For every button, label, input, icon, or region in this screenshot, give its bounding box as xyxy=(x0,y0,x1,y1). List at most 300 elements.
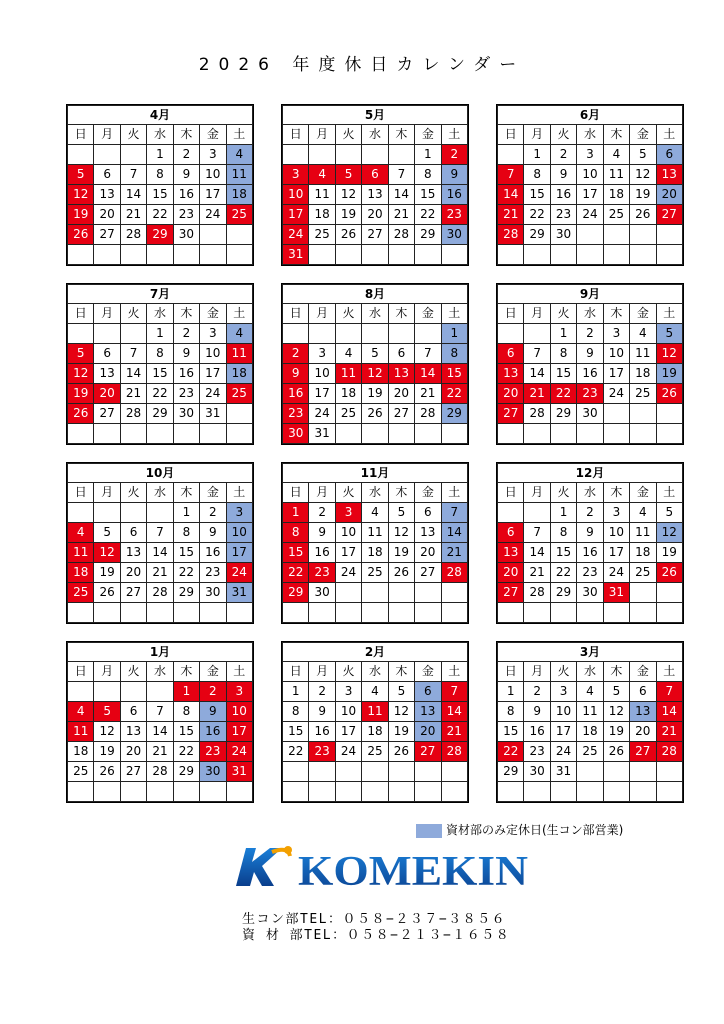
day-cell: 21 xyxy=(120,205,146,225)
empty-cell xyxy=(362,145,388,165)
weekday-header: 金 xyxy=(415,125,441,145)
day-cell: 16 xyxy=(200,722,226,742)
day-cell: 10 xyxy=(603,344,629,364)
day-cell: 26 xyxy=(388,563,414,583)
day-cell: 23 xyxy=(309,563,335,583)
weekday-header: 木 xyxy=(603,662,629,682)
day-cell: 2 xyxy=(173,145,199,165)
empty-cell xyxy=(498,603,524,623)
empty-cell xyxy=(656,762,682,782)
day-cell: 9 xyxy=(283,364,309,384)
month-calendar xyxy=(66,283,254,445)
day-cell: 13 xyxy=(630,702,656,722)
day-cell: 27 xyxy=(415,742,441,762)
day-cell: 25 xyxy=(335,404,361,424)
day-cell: 17 xyxy=(335,722,361,742)
day-cell: 17 xyxy=(603,364,629,384)
day-cell: 13 xyxy=(415,702,441,722)
day-cell: 6 xyxy=(120,702,146,722)
empty-cell xyxy=(173,782,199,802)
month-calendar xyxy=(281,462,469,624)
empty-cell xyxy=(120,782,146,802)
day-cell: 3 xyxy=(226,682,252,702)
day-cell: 8 xyxy=(147,344,173,364)
day-cell: 1 xyxy=(498,682,524,702)
day-cell: 31 xyxy=(550,762,576,782)
day-cell: 10 xyxy=(283,185,309,205)
logo-wordmark: KOMEKIN xyxy=(298,849,528,892)
weekday-header: 土 xyxy=(656,304,682,324)
empty-cell xyxy=(147,603,173,623)
day-cell: 23 xyxy=(441,205,467,225)
day-cell: 24 xyxy=(577,205,603,225)
day-cell: 30 xyxy=(577,404,603,424)
empty-cell xyxy=(441,583,467,603)
day-cell: 28 xyxy=(147,583,173,603)
day-cell: 9 xyxy=(200,702,226,722)
day-cell: 25 xyxy=(630,563,656,583)
weekday-header: 金 xyxy=(630,483,656,503)
weekday-header: 金 xyxy=(630,304,656,324)
empty-cell xyxy=(630,245,656,265)
day-cell: 5 xyxy=(94,523,120,543)
day-cell: 5 xyxy=(388,682,414,702)
day-cell: 16 xyxy=(577,364,603,384)
day-cell: 21 xyxy=(120,384,146,404)
empty-cell xyxy=(68,324,94,344)
day-cell: 21 xyxy=(147,742,173,762)
day-cell: 24 xyxy=(335,742,361,762)
empty-cell xyxy=(94,603,120,623)
day-cell: 4 xyxy=(630,324,656,344)
day-cell: 28 xyxy=(498,225,524,245)
day-cell: 7 xyxy=(120,344,146,364)
day-cell: 10 xyxy=(577,165,603,185)
weekday-header: 土 xyxy=(656,662,682,682)
day-cell: 27 xyxy=(498,583,524,603)
empty-cell xyxy=(120,603,146,623)
weekday-header: 木 xyxy=(388,483,414,503)
empty-cell xyxy=(362,245,388,265)
day-cell: 13 xyxy=(120,543,146,563)
day-cell: 18 xyxy=(335,384,361,404)
day-cell: 15 xyxy=(173,722,199,742)
day-cell: 15 xyxy=(415,185,441,205)
day-cell: 25 xyxy=(603,205,629,225)
day-cell: 29 xyxy=(415,225,441,245)
weekday-header: 金 xyxy=(415,304,441,324)
legend-swatch-blue xyxy=(416,824,442,838)
day-cell: 11 xyxy=(603,165,629,185)
day-cell: 18 xyxy=(577,722,603,742)
day-cell: 6 xyxy=(415,503,441,523)
day-cell: 12 xyxy=(630,165,656,185)
day-cell: 2 xyxy=(577,503,603,523)
day-cell: 28 xyxy=(441,742,467,762)
day-cell: 17 xyxy=(226,722,252,742)
empty-cell xyxy=(120,503,146,523)
weekday-header: 日 xyxy=(283,662,309,682)
empty-cell xyxy=(656,603,682,623)
day-cell: 14 xyxy=(388,185,414,205)
day-cell: 6 xyxy=(415,682,441,702)
empty-cell xyxy=(524,782,550,802)
weekday-header: 水 xyxy=(577,125,603,145)
day-cell: 11 xyxy=(362,702,388,722)
page-title: 2026 年度休日カレンダー xyxy=(198,55,526,75)
empty-cell xyxy=(656,424,682,444)
day-cell: 19 xyxy=(388,543,414,563)
empty-cell xyxy=(362,762,388,782)
weekday-header: 金 xyxy=(200,662,226,682)
empty-cell xyxy=(120,324,146,344)
day-cell: 3 xyxy=(309,344,335,364)
empty-cell xyxy=(415,782,441,802)
day-cell: 8 xyxy=(283,523,309,543)
day-cell: 11 xyxy=(630,344,656,364)
day-cell: 20 xyxy=(498,384,524,404)
day-cell: 28 xyxy=(388,225,414,245)
empty-cell xyxy=(630,583,656,603)
empty-cell xyxy=(283,782,309,802)
month-name: 4月 xyxy=(68,106,253,125)
day-cell: 8 xyxy=(173,702,199,722)
day-cell: 12 xyxy=(94,543,120,563)
empty-cell xyxy=(68,682,94,702)
weekday-header: 火 xyxy=(120,662,146,682)
day-cell: 8 xyxy=(550,523,576,543)
day-cell: 4 xyxy=(309,165,335,185)
day-cell: 17 xyxy=(200,364,226,384)
day-cell: 1 xyxy=(147,145,173,165)
weekday-header: 木 xyxy=(173,483,199,503)
empty-cell xyxy=(656,404,682,424)
day-cell: 24 xyxy=(226,563,252,583)
day-cell: 28 xyxy=(524,583,550,603)
day-cell: 31 xyxy=(226,583,252,603)
day-cell: 24 xyxy=(550,742,576,762)
day-cell: 21 xyxy=(524,384,550,404)
day-cell: 3 xyxy=(226,503,252,523)
day-cell: 22 xyxy=(173,563,199,583)
weekday-header: 木 xyxy=(603,125,629,145)
empty-cell xyxy=(577,424,603,444)
day-cell: 29 xyxy=(147,225,173,245)
empty-cell xyxy=(362,603,388,623)
day-cell: 19 xyxy=(94,742,120,762)
empty-cell xyxy=(415,424,441,444)
day-cell: 7 xyxy=(498,165,524,185)
month-calendar xyxy=(66,104,254,266)
day-cell: 29 xyxy=(283,583,309,603)
day-cell: 15 xyxy=(147,185,173,205)
weekday-header: 木 xyxy=(603,483,629,503)
day-cell: 27 xyxy=(94,404,120,424)
weekday-header: 月 xyxy=(94,662,120,682)
empty-cell xyxy=(498,324,524,344)
day-cell: 20 xyxy=(120,563,146,583)
day-cell: 30 xyxy=(524,762,550,782)
day-cell: 4 xyxy=(68,523,94,543)
day-cell: 25 xyxy=(362,742,388,762)
empty-cell xyxy=(630,603,656,623)
empty-cell xyxy=(120,682,146,702)
day-cell: 4 xyxy=(630,503,656,523)
month-calendar xyxy=(281,104,469,266)
day-cell: 4 xyxy=(226,145,252,165)
day-cell: 19 xyxy=(68,205,94,225)
day-cell: 20 xyxy=(362,205,388,225)
weekday-header: 月 xyxy=(524,662,550,682)
day-cell: 6 xyxy=(630,682,656,702)
day-cell: 20 xyxy=(415,543,441,563)
day-cell: 16 xyxy=(200,543,226,563)
month-name: 3月 xyxy=(498,643,683,662)
day-cell: 7 xyxy=(147,702,173,722)
day-cell: 23 xyxy=(577,384,603,404)
empty-cell xyxy=(603,603,629,623)
day-cell: 29 xyxy=(550,583,576,603)
contact-block xyxy=(242,912,510,944)
day-cell: 7 xyxy=(120,165,146,185)
month-calendar xyxy=(496,104,684,266)
empty-cell xyxy=(335,245,361,265)
empty-cell xyxy=(120,245,146,265)
logo-mark-icon xyxy=(236,848,282,886)
empty-cell xyxy=(550,782,576,802)
day-cell: 17 xyxy=(226,543,252,563)
day-cell: 30 xyxy=(173,404,199,424)
month-name: 2月 xyxy=(283,643,468,662)
day-cell: 18 xyxy=(603,185,629,205)
day-cell: 14 xyxy=(441,702,467,722)
month-calendar xyxy=(496,462,684,624)
day-cell: 12 xyxy=(656,344,682,364)
day-cell: 19 xyxy=(388,722,414,742)
empty-cell xyxy=(94,245,120,265)
day-cell: 28 xyxy=(524,404,550,424)
weekday-header: 土 xyxy=(656,483,682,503)
day-cell: 8 xyxy=(283,702,309,722)
day-cell: 25 xyxy=(309,225,335,245)
empty-cell xyxy=(656,782,682,802)
empty-cell xyxy=(335,324,361,344)
weekday-header: 月 xyxy=(309,125,335,145)
day-cell: 28 xyxy=(120,404,146,424)
weekday-header: 火 xyxy=(120,304,146,324)
empty-cell xyxy=(524,503,550,523)
day-cell: 23 xyxy=(200,563,226,583)
weekday-header: 土 xyxy=(226,662,252,682)
empty-cell xyxy=(630,762,656,782)
day-cell: 5 xyxy=(603,682,629,702)
weekday-header: 水 xyxy=(362,304,388,324)
day-cell: 22 xyxy=(550,563,576,583)
day-cell: 26 xyxy=(68,404,94,424)
day-cell: 14 xyxy=(120,364,146,384)
weekday-header: 日 xyxy=(498,483,524,503)
day-cell: 15 xyxy=(283,722,309,742)
day-cell: 2 xyxy=(577,324,603,344)
day-cell: 11 xyxy=(335,364,361,384)
day-cell: 12 xyxy=(94,722,120,742)
day-cell: 9 xyxy=(173,165,199,185)
day-cell: 11 xyxy=(68,722,94,742)
day-cell: 4 xyxy=(603,145,629,165)
day-cell: 23 xyxy=(173,384,199,404)
empty-cell xyxy=(441,603,467,623)
day-cell: 30 xyxy=(550,225,576,245)
weekday-header: 土 xyxy=(226,125,252,145)
empty-cell xyxy=(603,404,629,424)
weekday-header: 月 xyxy=(309,304,335,324)
day-cell: 14 xyxy=(147,543,173,563)
day-cell: 5 xyxy=(656,503,682,523)
day-cell: 16 xyxy=(524,722,550,742)
empty-cell xyxy=(226,225,252,245)
day-cell: 3 xyxy=(335,682,361,702)
empty-cell xyxy=(388,603,414,623)
day-cell: 30 xyxy=(200,762,226,782)
day-cell: 18 xyxy=(68,742,94,762)
day-cell: 7 xyxy=(524,523,550,543)
day-cell: 23 xyxy=(577,563,603,583)
empty-cell xyxy=(498,424,524,444)
day-cell: 28 xyxy=(147,762,173,782)
day-cell: 2 xyxy=(309,503,335,523)
day-cell: 25 xyxy=(226,205,252,225)
empty-cell xyxy=(283,145,309,165)
day-cell: 11 xyxy=(309,185,335,205)
day-cell: 5 xyxy=(388,503,414,523)
weekday-header: 水 xyxy=(147,125,173,145)
day-cell: 5 xyxy=(362,344,388,364)
month-name: 1月 xyxy=(68,643,253,662)
weekday-header: 水 xyxy=(577,662,603,682)
weekday-header: 火 xyxy=(550,662,576,682)
day-cell: 23 xyxy=(524,742,550,762)
day-cell: 6 xyxy=(498,344,524,364)
day-cell: 3 xyxy=(603,503,629,523)
day-cell: 27 xyxy=(120,762,146,782)
empty-cell xyxy=(173,603,199,623)
day-cell: 10 xyxy=(226,523,252,543)
day-cell: 11 xyxy=(362,523,388,543)
day-cell: 9 xyxy=(309,523,335,543)
weekday-header: 月 xyxy=(524,125,550,145)
day-cell: 5 xyxy=(68,165,94,185)
day-cell: 19 xyxy=(656,364,682,384)
weekday-header: 金 xyxy=(200,483,226,503)
day-cell: 24 xyxy=(335,563,361,583)
day-cell: 16 xyxy=(577,543,603,563)
day-cell: 7 xyxy=(524,344,550,364)
empty-cell xyxy=(362,583,388,603)
empty-cell xyxy=(524,324,550,344)
empty-cell xyxy=(441,424,467,444)
weekday-header: 日 xyxy=(498,125,524,145)
day-cell: 11 xyxy=(630,523,656,543)
day-cell: 15 xyxy=(173,543,199,563)
day-cell: 23 xyxy=(200,742,226,762)
weekday-header: 水 xyxy=(362,662,388,682)
weekday-header: 月 xyxy=(309,483,335,503)
komekin-logo xyxy=(232,842,532,892)
empty-cell xyxy=(441,762,467,782)
day-cell: 26 xyxy=(630,205,656,225)
day-cell: 20 xyxy=(94,384,120,404)
empty-cell xyxy=(226,245,252,265)
day-cell: 14 xyxy=(441,523,467,543)
empty-cell xyxy=(524,245,550,265)
day-cell: 2 xyxy=(200,503,226,523)
empty-cell xyxy=(603,245,629,265)
day-cell: 16 xyxy=(173,364,199,384)
weekday-header: 木 xyxy=(603,304,629,324)
weekday-header: 日 xyxy=(68,483,94,503)
day-cell: 27 xyxy=(120,583,146,603)
day-cell: 25 xyxy=(68,762,94,782)
day-cell: 2 xyxy=(309,682,335,702)
day-cell: 20 xyxy=(388,384,414,404)
empty-cell xyxy=(200,782,226,802)
day-cell: 9 xyxy=(524,702,550,722)
day-cell: 22 xyxy=(441,384,467,404)
day-cell: 12 xyxy=(68,185,94,205)
empty-cell xyxy=(94,782,120,802)
day-cell: 26 xyxy=(656,384,682,404)
empty-cell xyxy=(200,424,226,444)
day-cell: 6 xyxy=(388,344,414,364)
day-cell: 13 xyxy=(498,364,524,384)
day-cell: 2 xyxy=(524,682,550,702)
month-name: 5月 xyxy=(283,106,468,125)
day-cell: 15 xyxy=(441,364,467,384)
day-cell: 13 xyxy=(362,185,388,205)
empty-cell xyxy=(309,762,335,782)
weekday-header: 水 xyxy=(362,125,388,145)
day-cell: 30 xyxy=(200,583,226,603)
weekday-header: 土 xyxy=(441,662,467,682)
empty-cell xyxy=(147,424,173,444)
empty-cell xyxy=(577,603,603,623)
day-cell: 19 xyxy=(630,185,656,205)
day-cell: 13 xyxy=(94,364,120,384)
day-cell: 20 xyxy=(415,722,441,742)
day-cell: 29 xyxy=(173,583,199,603)
weekday-header: 土 xyxy=(441,304,467,324)
day-cell: 21 xyxy=(441,722,467,742)
day-cell: 26 xyxy=(656,563,682,583)
empty-cell xyxy=(388,782,414,802)
day-cell: 14 xyxy=(147,722,173,742)
day-cell: 16 xyxy=(173,185,199,205)
day-cell: 5 xyxy=(656,324,682,344)
day-cell: 25 xyxy=(362,563,388,583)
day-cell: 12 xyxy=(68,364,94,384)
empty-cell xyxy=(524,603,550,623)
empty-cell xyxy=(68,503,94,523)
empty-cell xyxy=(362,424,388,444)
day-cell: 22 xyxy=(147,205,173,225)
weekday-header: 月 xyxy=(94,483,120,503)
empty-cell xyxy=(415,603,441,623)
weekday-header: 水 xyxy=(577,304,603,324)
weekday-header: 水 xyxy=(147,304,173,324)
day-cell: 7 xyxy=(415,344,441,364)
day-cell: 13 xyxy=(415,523,441,543)
month-name: 7月 xyxy=(68,285,253,304)
